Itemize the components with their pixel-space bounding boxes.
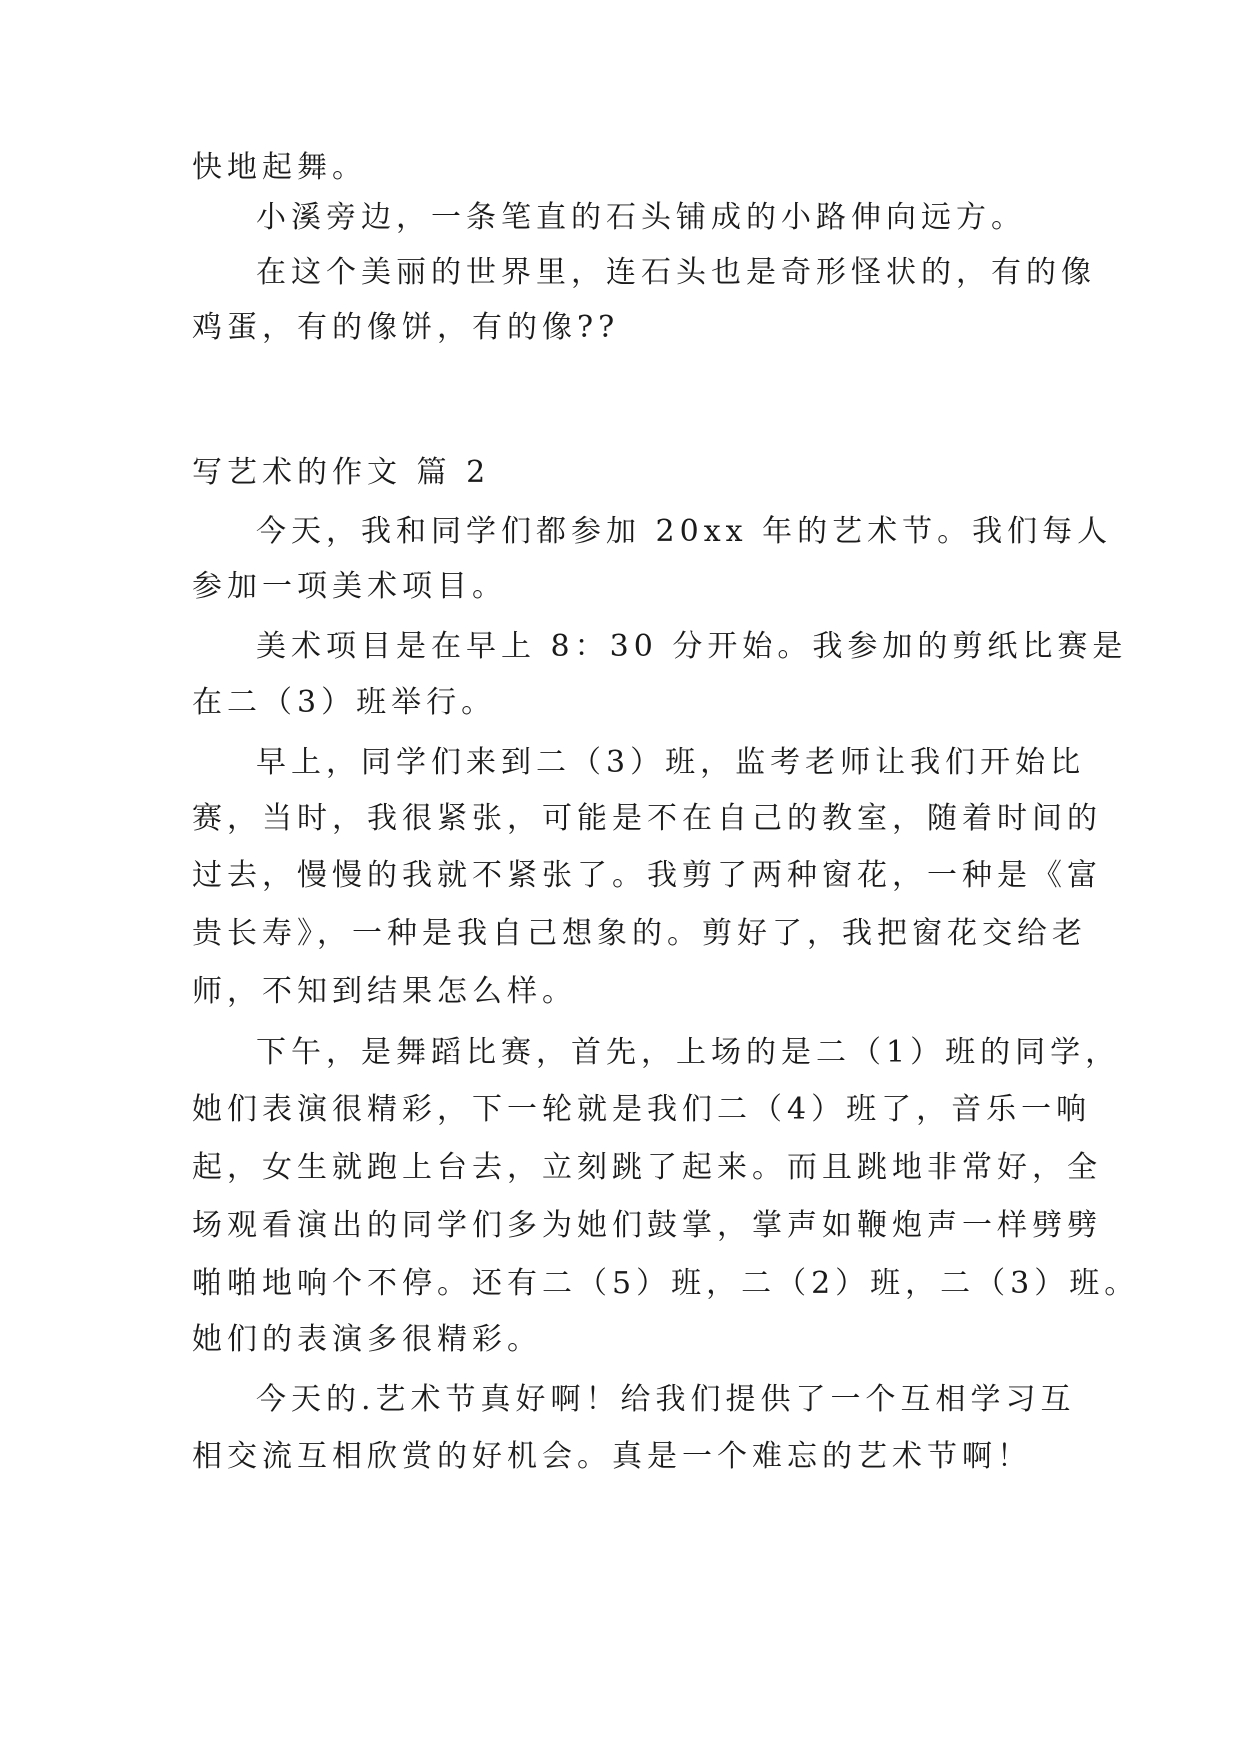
paragraph-line: 今天，我和同学们都参加 20xx 年的艺术节。我们每人: [256, 514, 1113, 549]
paragraph-line: 她们表演很精彩，下一轮就是我们二（4）班了，音乐一响: [192, 1092, 1092, 1127]
paragraph-line: 她们的表演多很精彩。: [192, 1322, 542, 1357]
paragraph-line: 在这个美丽的世界里，连石头也是奇形怪状的，有的像: [256, 255, 1096, 290]
paragraph-line: 鸡蛋，有的像饼，有的像??: [192, 310, 620, 345]
paragraph-line: 过去，慢慢的我就不紧张了。我剪了两种窗花，一种是《富: [192, 858, 1102, 893]
paragraph-line: 今天的.艺术节真好啊！给我们提供了一个互相学习互: [256, 1382, 1076, 1417]
paragraph-line: 美术项目是在早上 8：30 分开始。我参加的剪纸比赛是: [256, 629, 1128, 664]
paragraph-line: 小溪旁边，一条笔直的石头铺成的小路伸向远方。: [256, 200, 1026, 235]
paragraph-line: 参加一项美术项目。: [192, 569, 507, 604]
paragraph-line: 师，不知到结果怎么样。: [192, 974, 577, 1009]
paragraph-line: 早上，同学们来到二（3）班，监考老师让我们开始比: [256, 745, 1086, 780]
paragraph-line: 起，女生就跑上台去，立刻跳了起来。而且跳地非常好，全: [192, 1150, 1102, 1185]
paragraph-line: 快地起舞。: [192, 150, 367, 185]
paragraph-line: 贵长寿》，一种是我自己想象的。剪好了，我把窗花交给老: [192, 916, 1087, 951]
paragraph-line: 在二（3）班举行。: [192, 685, 497, 720]
paragraph-line: 相交流互相欣赏的好机会。真是一个难忘的艺术节啊！: [192, 1439, 1032, 1474]
section-heading: 写艺术的作文 篇 2: [192, 455, 491, 490]
paragraph-line: 场观看演出的同学们多为她们鼓掌，掌声如鞭炮声一样劈劈: [192, 1208, 1102, 1243]
paragraph-line: 啪啪地响个不停。还有二（5）班，二（2）班，二（3）班。: [192, 1266, 1140, 1301]
paragraph-line: 赛，当时，我很紧张，可能是不在自己的教室，随着时间的: [192, 801, 1102, 836]
paragraph-line: 下午，是舞蹈比赛，首先，上场的是二（1）班的同学，: [256, 1035, 1121, 1070]
